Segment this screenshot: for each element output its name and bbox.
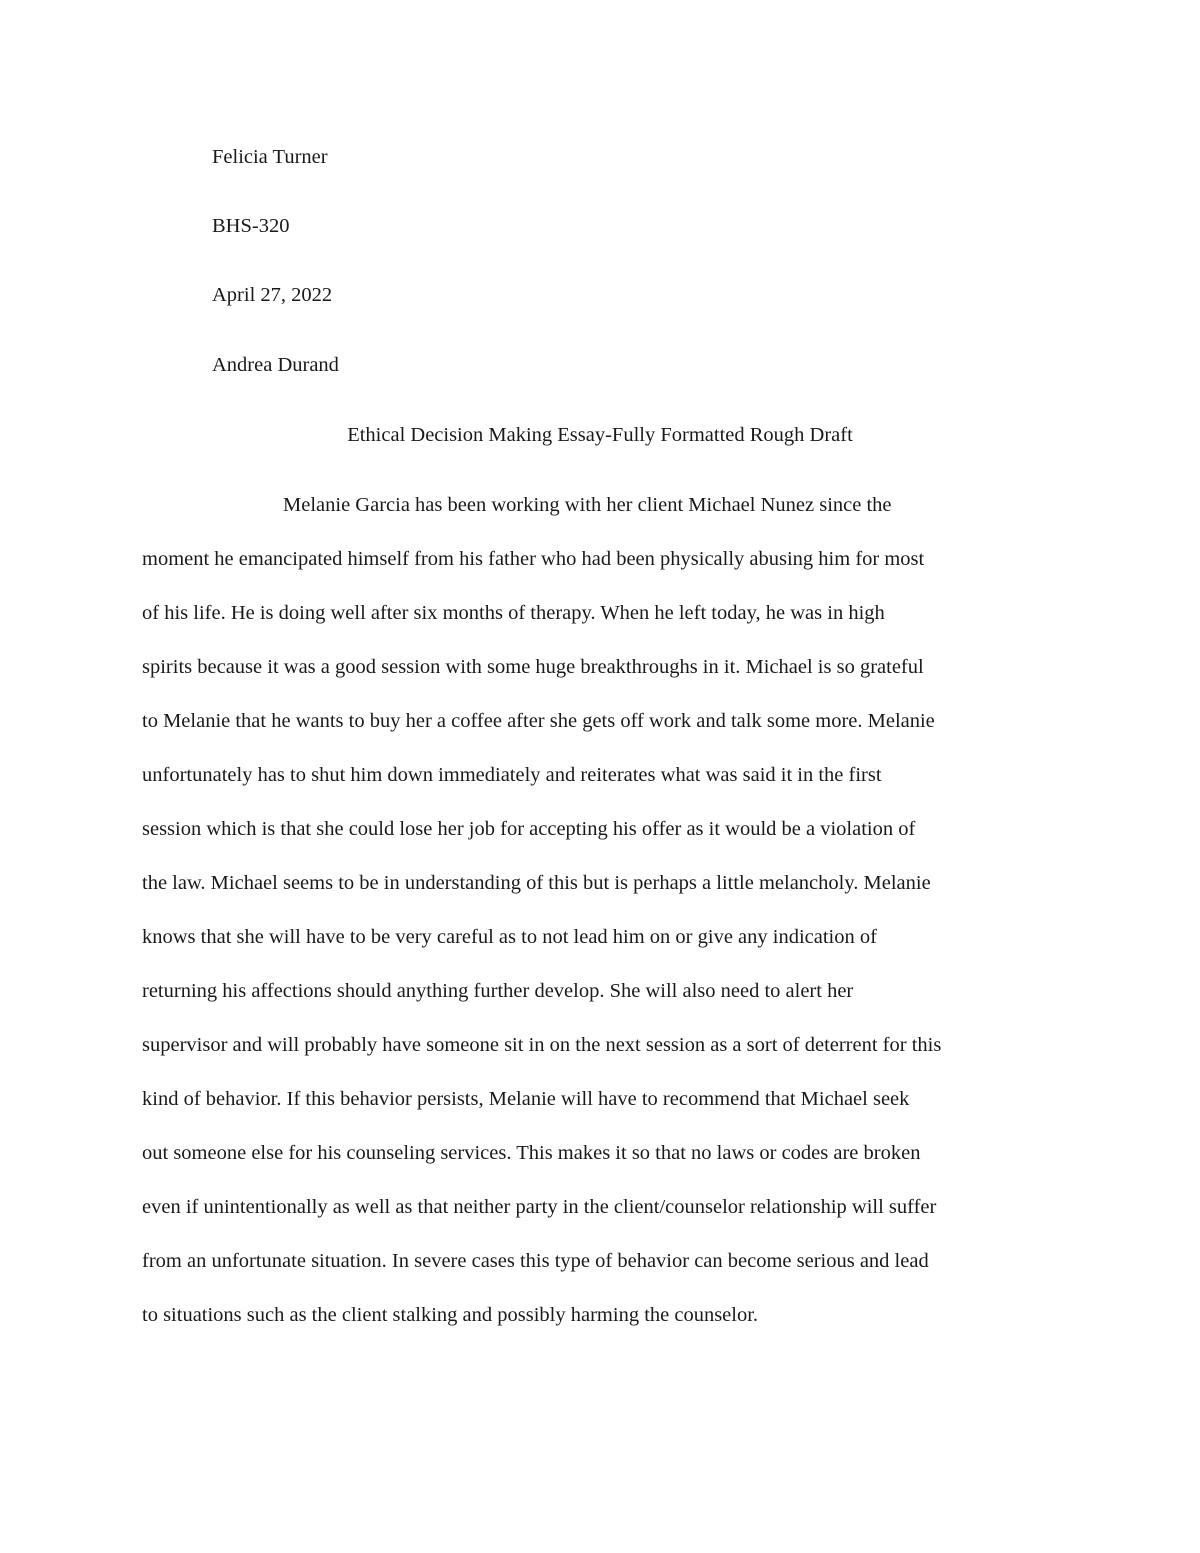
paragraph-line: the law. Michael seems to be in understanding of this but is perhaps a little melancholy. Melanie (142, 872, 931, 894)
paragraph-line: supervisor and will probably have someone sit in on the next session as a sort of deterrent for this (142, 1034, 942, 1056)
student-name: Felicia Turner (212, 146, 328, 168)
course-code: BHS-320 (212, 215, 290, 237)
date-line: April 27, 2022 (212, 284, 333, 306)
paragraph-line: out someone else for his counseling services. This makes it so that no laws or codes are broken (142, 1142, 921, 1164)
paragraph-line: even if unintentionally as well as that neither party in the client/counselor relationship will suffer (142, 1196, 937, 1218)
paragraph-line: session which is that she could lose her job for accepting his offer as it would be a violation of (142, 818, 916, 840)
instructor-name: Andrea Durand (212, 354, 339, 376)
paragraph-line: moment he emancipated himself from his father who had been physically abusing him for most (142, 548, 925, 570)
paragraph-line: unfortunately has to shut him down immediately and reiterates what was said it in the first (142, 764, 882, 786)
essay-title: Ethical Decision Making Essay-Fully Formatted Rough Draft (347, 424, 853, 446)
paragraph-line: returning his affections should anything further develop. She will also need to alert her (142, 980, 854, 1002)
paragraph-line: kind of behavior. If this behavior persists, Melanie will have to recommend that Michael seek (142, 1088, 910, 1110)
paragraph-line: to situations such as the client stalking and possibly harming the counselor. (142, 1304, 759, 1326)
paragraph-line: from an unfortunate situation. In severe cases this type of behavior can become serious and lead (142, 1250, 929, 1272)
paragraph-line: spirits because it was a good session with some huge breakthroughs in it. Michael is so grateful (142, 656, 924, 678)
paragraph-line: knows that she will have to be very careful as to not lead him on or give any indication of (142, 926, 877, 948)
paragraph-line: Melanie Garcia has been working with her client Michael Nunez since the (283, 494, 892, 516)
paragraph-line: to Melanie that he wants to buy her a coffee after she gets off work and talk some more. Melanie (142, 710, 935, 732)
paragraph-line: of his life. He is doing well after six months of therapy. When he left today, he was in high (142, 602, 885, 624)
